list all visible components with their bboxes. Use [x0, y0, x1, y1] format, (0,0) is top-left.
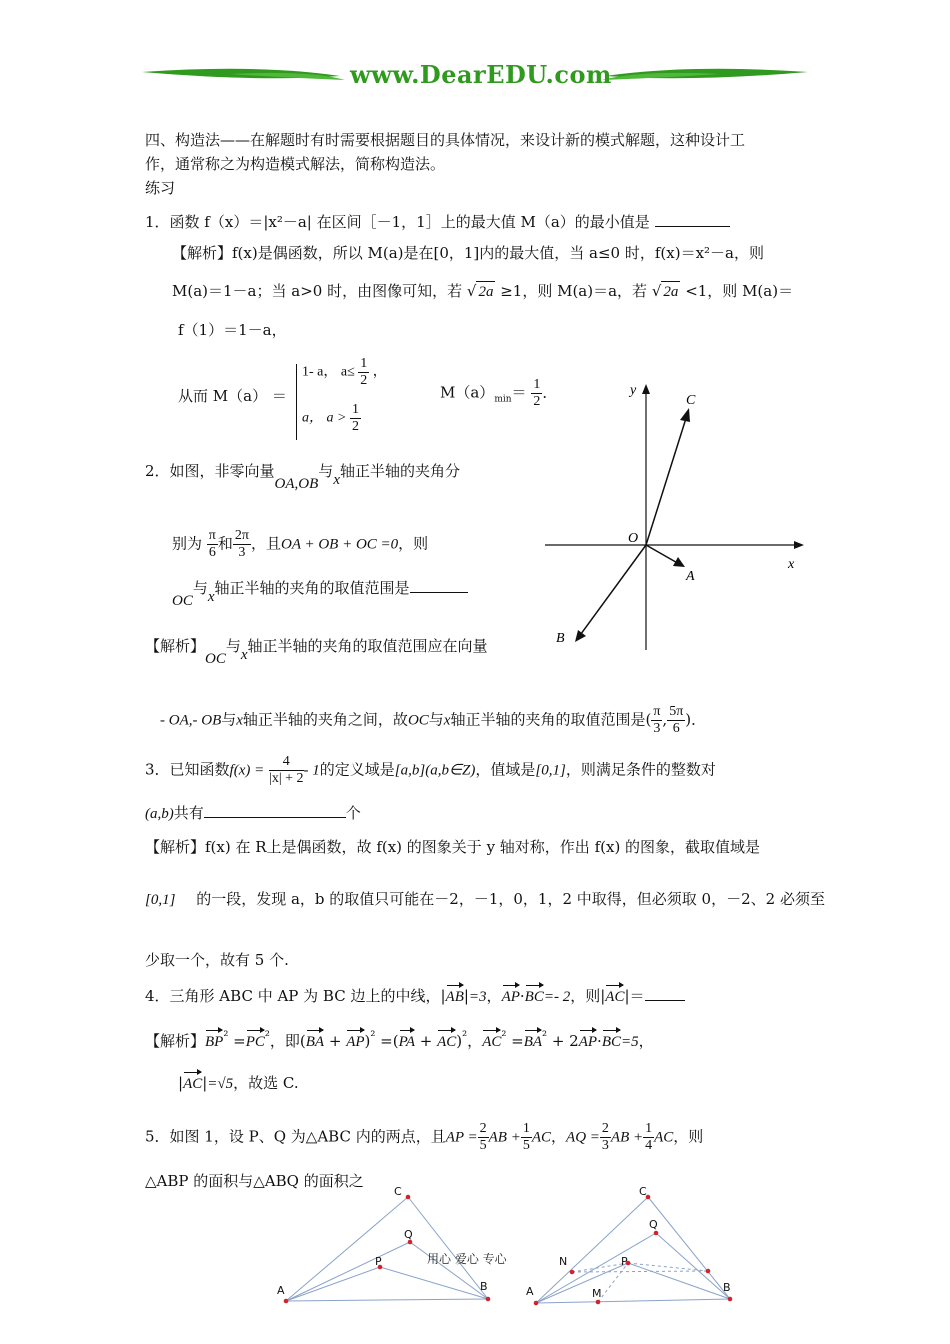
label-y: y: [630, 383, 637, 398]
label-origin: O: [628, 531, 639, 546]
problem-1-piecewise-label: 从而 M（a） ＝: [178, 387, 287, 405]
triangle-figure-2: [520, 1185, 750, 1310]
point-extra: [706, 1269, 711, 1274]
problem-4-solution-2: |AC|=√5，故选 C.: [178, 1074, 299, 1092]
triangle-figure-1: [270, 1185, 510, 1310]
label-a: A: [526, 1285, 534, 1298]
problem-3-solution-2: [0,1] 的一段，发现 a，b 的取值只可能在－2，－1，0，1，2 中取得，但必须取 0，－2、2 必须至: [145, 890, 825, 908]
answer-blank: [645, 986, 685, 1001]
problem-3-solution-3: 少取一个，故有 5 个.: [145, 951, 289, 969]
label-x: x: [788, 557, 795, 572]
problem-2-question-3: OC与x轴正半轴的夹角的取值范围是: [172, 578, 468, 599]
problem-2-solution-1: 【解析】OC与x轴正半轴的夹角的取值范围应在向量: [145, 637, 488, 667]
point-n: [570, 1270, 575, 1275]
y-axis-arrow: [642, 384, 650, 394]
point-b: [728, 1297, 733, 1302]
label-b: B: [723, 1281, 731, 1294]
problem-1-min-value: $M(a)_{min}=$ $\frac{1}{2}$ ．: [440, 377, 558, 409]
problem-5-question-1: 5．如图 1，设 P、Q 为△ABC 内的两点，且AP = $\frac{2}{5}$ AB + $\frac{1}{5}$ AC，AQ = $\frac{2}{3}$ AB + $\frac{1}{4}$ AC，则: [145, 1121, 704, 1153]
problem-3-question-2: (a,b)共有 个: [145, 804, 361, 822]
logo-text: www.DearEDU.com: [350, 60, 612, 89]
problem-3-solution-1: 【解析】f(x) 在 R上是偶函数，故 f(x) 的图象关于 y 轴对称，作出 f(x) 的图象，截取值域是: [145, 838, 761, 856]
practice-heading: 练习: [145, 179, 176, 197]
vector-ob: [578, 545, 646, 638]
point-c: [406, 1195, 411, 1200]
label-m: M: [592, 1287, 602, 1300]
answer-blank: [410, 578, 468, 593]
point-b: [486, 1297, 491, 1302]
vector-figure: [540, 370, 810, 660]
problem-1-solution-2: M(a)＝1－a；当 a>0 时，由图像可知，若 √ 2a ≥1，则 M(a)＝a，若 √ 2a <1，则 M(a)＝: [172, 282, 794, 300]
intro-line-1: 四、构造法——在解题时有时需要根据题目的具体情况，来设计新的模式解题，这种设计工: [145, 131, 746, 149]
vector-oc: [646, 412, 688, 545]
problem-2-solution-2: - OA,- OB与x轴正半轴的夹角之间，故OC与x轴正半轴的夹角的取值范围是( $\frac{\pi}{3}$ , $\frac{5\pi}{6}$ )．: [160, 704, 707, 736]
label-c: C: [686, 393, 696, 408]
problem-2-question-2: 别为 $\frac{\pi}{6}$ 和 $\frac{2\pi}{3}$ ，且OA + OB + OC =0，则: [172, 528, 429, 560]
piecewise-case-2: a， a > $\frac{1}{2}$: [302, 402, 359, 434]
point-a: [534, 1301, 539, 1306]
header-logo: [140, 56, 810, 96]
footer-watermark: 用心 爱心 专心: [427, 1252, 507, 1266]
label-c: C: [394, 1185, 402, 1198]
label-p: P: [375, 1255, 382, 1268]
answer-blank: [204, 803, 346, 818]
point-q: [654, 1231, 659, 1236]
x-axis-arrow: [794, 541, 804, 549]
problem-3-question-1: 3．已知函数f(x) = $\frac{4}{|x| + 2}$ - 1的定义域是[a,b](a,b∈Z)，值域是[0,1]，则满足条件的整数对: [145, 754, 716, 786]
problem-4-solution-1: 【解析】$BP^{^2} =PC^{^2}$，即(BA + AP)$^{^2}$ =(PA + AC)$^{^2}$，$AC^{^2} =BA^{^2} + 2AP\cdot BC=5$，: [145, 1028, 654, 1050]
answer-blank: [655, 212, 730, 227]
problem-1-question: 1．函数 f（x）＝|x²－a| 在区间［－1，1］上的最大值 M（a）的最小值是: [145, 212, 730, 232]
problem-1-solution-1: 【解析】f(x)是偶函数，所以 M(a)是在[0，1]内的最大值，当 a≤0 时，f(x)＝x²－a，则: [172, 244, 765, 262]
label-q: Q: [649, 1218, 658, 1231]
problem-1-solution-3: f（1）＝1－a，: [178, 321, 287, 339]
label-a: A: [277, 1284, 285, 1297]
point-a: [284, 1299, 289, 1304]
label-b: B: [556, 631, 565, 646]
piecewise-brace: [296, 364, 297, 440]
label-p: P: [621, 1255, 628, 1268]
label-a: A: [686, 569, 695, 584]
vector-oc-arrow: [680, 408, 690, 422]
point-m: [596, 1300, 601, 1305]
problem-5-question-2: △ABP 的面积与△ABQ 的面积之: [145, 1172, 364, 1190]
label-q: Q: [404, 1228, 413, 1241]
label-c: C: [639, 1185, 647, 1198]
label-n: N: [559, 1255, 568, 1268]
intro-line-2: 作，通常称之为构造模式解法，简称构造法。: [145, 155, 446, 173]
problem-2-question-1: 2．如图，非零向量OA,OB与x轴正半轴的夹角分: [145, 462, 460, 492]
label-b: B: [480, 1280, 488, 1293]
piecewise-case-1: 1- a， a≤ $\frac{1}{2}$ ，: [302, 356, 387, 388]
problem-4-question: 4．三角形 ABC 中 AP 为 BC 边上的中线，|AB|=3，AP·BC=- 2，则|AC|＝: [145, 986, 685, 1007]
vector-ob-arrow: [575, 630, 586, 642]
